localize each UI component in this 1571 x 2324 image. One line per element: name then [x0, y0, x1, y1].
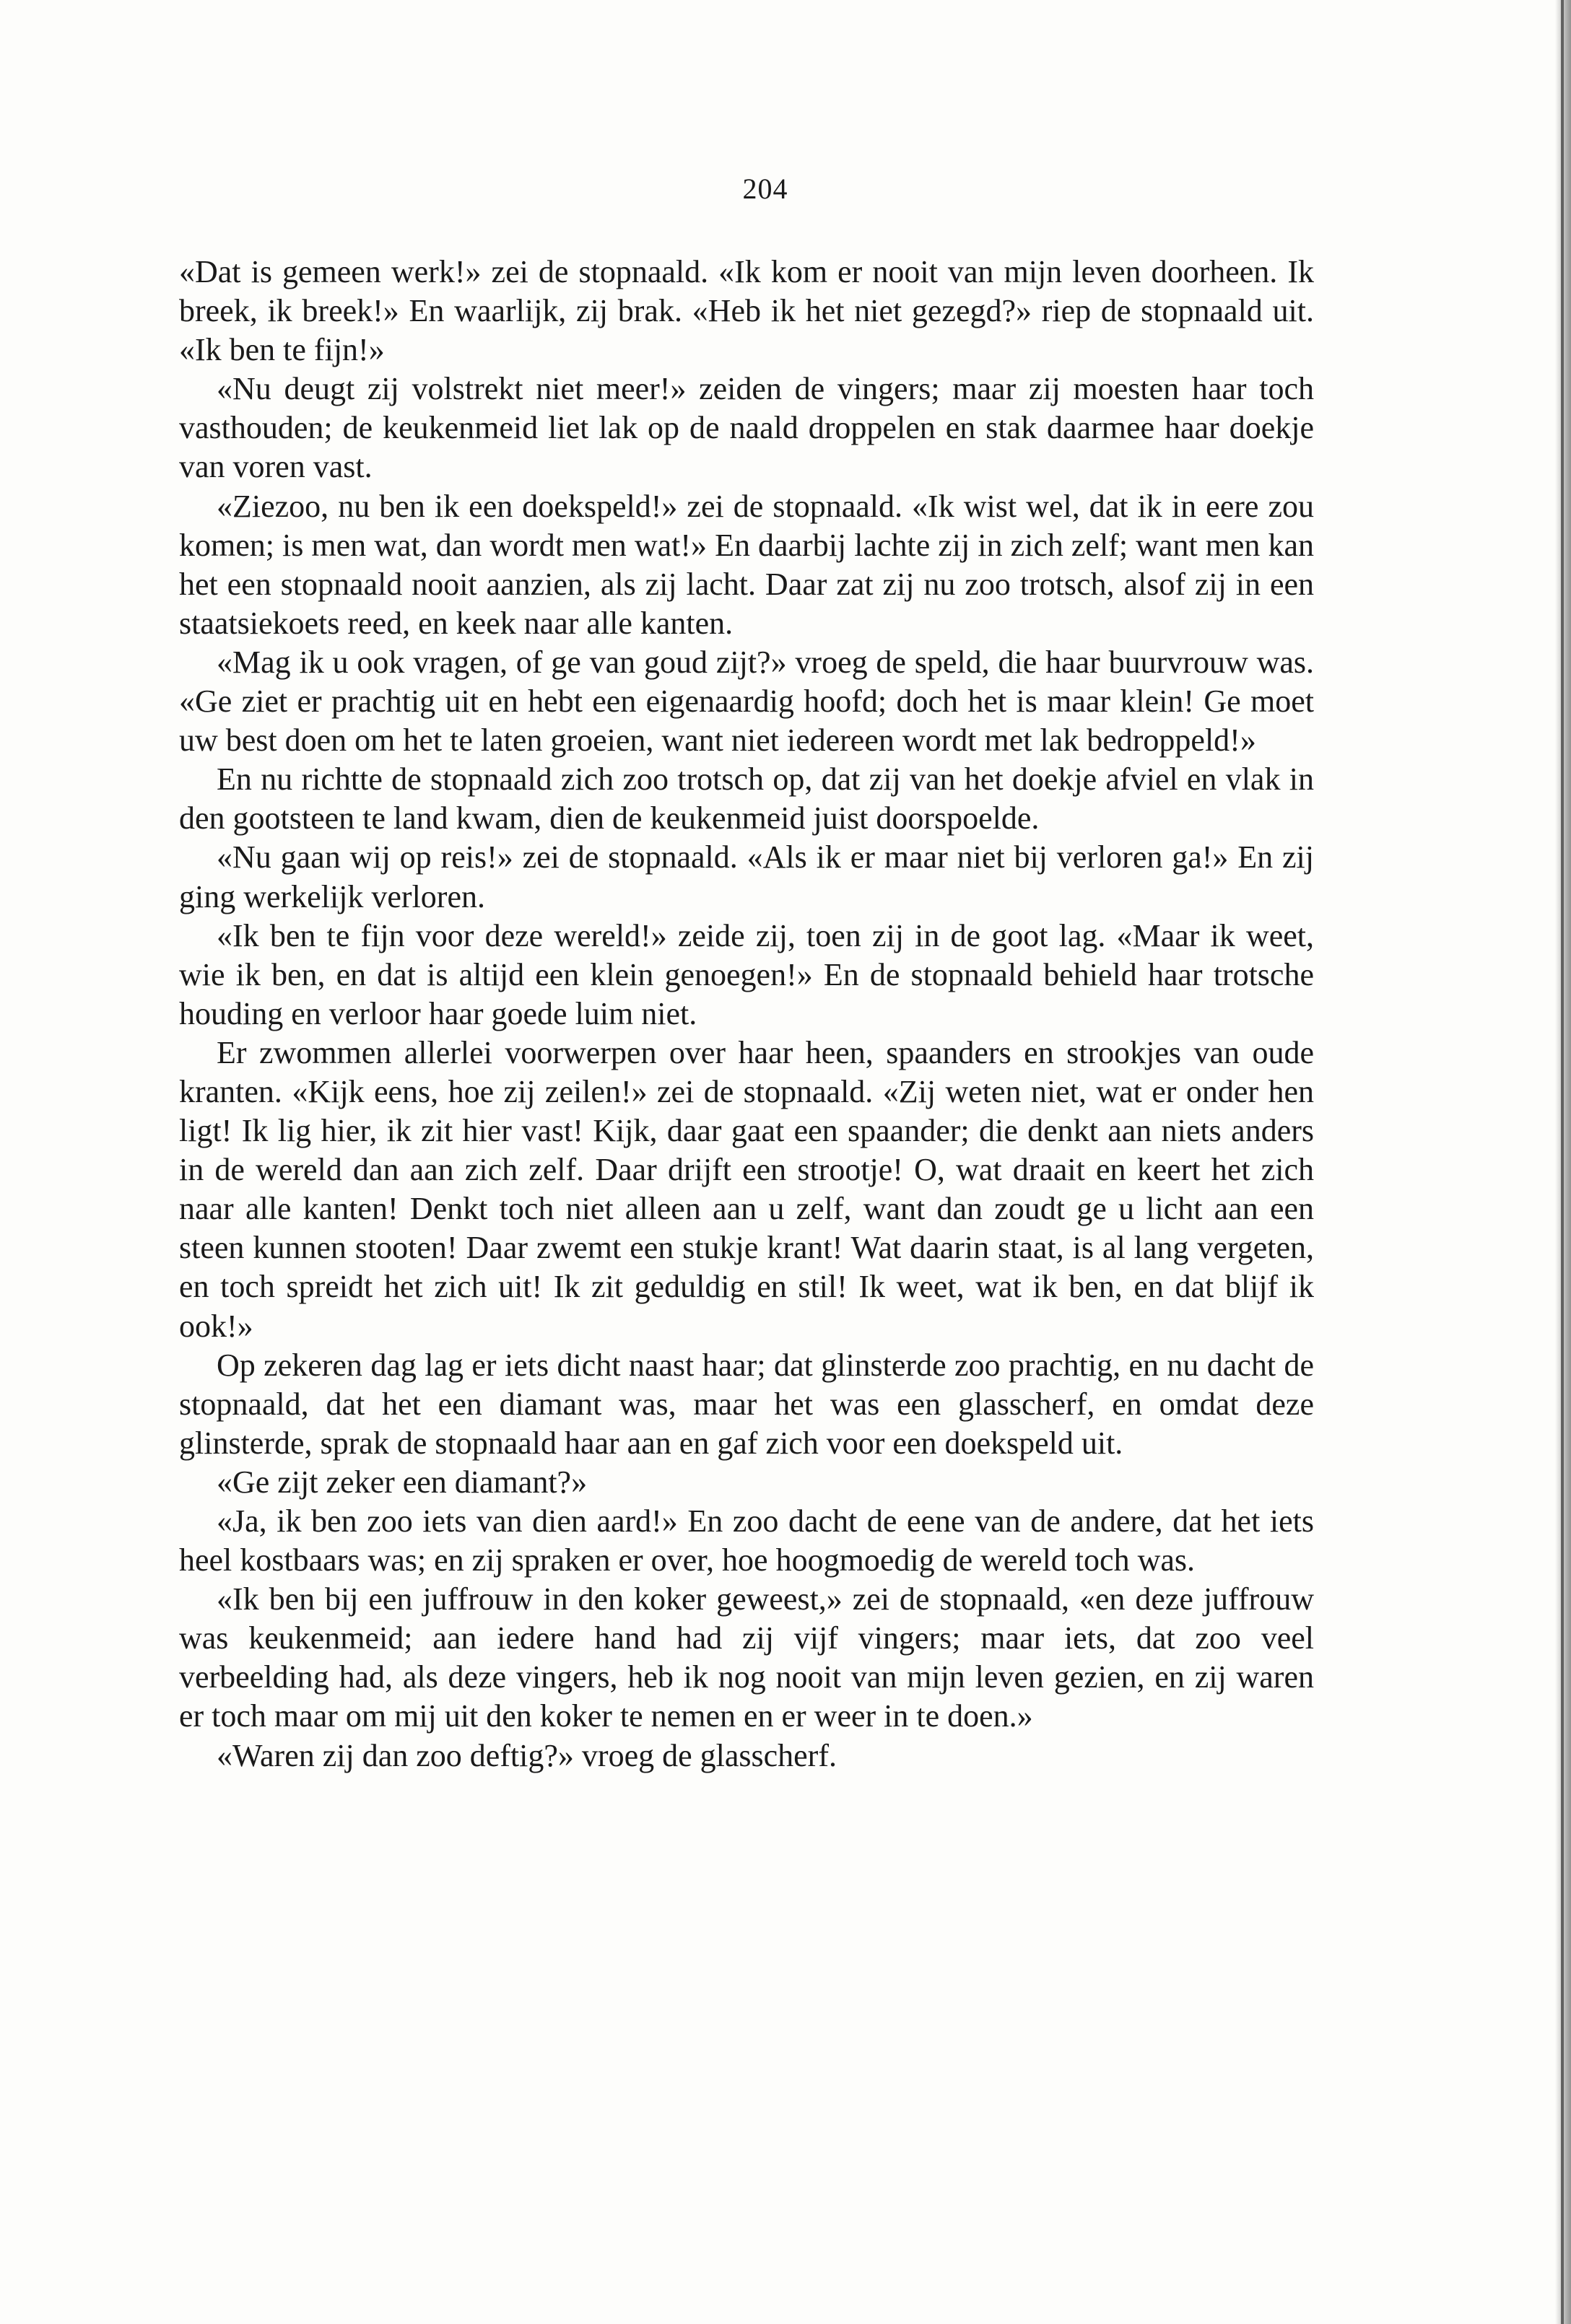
paragraph: «Ik ben bij een juffrouw in den koker geweest,» zei de stopnaald, «en deze juffrouw was keukenmeid; aan iedere hand had zij vijf vingers; maar iets, dat zoo veel verbeelding had, als deze vingers, heb ik nog nooit van mijn leven gezien, en zij waren er toch maar om mij uit den koker te nemen en er weer in te doen.» — [179, 1581, 1314, 1734]
paragraph: «Ja, ik ben zoo iets van dien aard!» En zoo dacht de eene van de andere, dat het iets heel kostbaars was; en zij spraken er over, hoe hoogmoedig de wereld toch was. — [179, 1503, 1314, 1578]
paragraph: «Mag ik u ook vragen, of ge van goud zijt?» vroeg de speld, die haar buurvrouw was. «Ge ziet er prachtig uit en hebt een eigenaardig hoofd; doch het is maar klein! Ge moet uw best doen om het te laten groeien, want niet iedereen wordt met lak bedroppeld!» — [179, 644, 1314, 759]
paragraph: «Nu deugt zij volstrekt niet meer!» zeiden de vingers; maar zij moesten haar toch vasthouden; de keukenmeid liet lak op de naald droppelen en stak daarmee haar doekje van voren vast. — [179, 371, 1314, 485]
paragraph: «Ziezoo, nu ben ik een doekspeld!» zei de stopnaald. «Ik wist wel, dat ik in eere zou komen; is men wat, dan wordt men wat!» En daarbij lachte zij in zich zelf; want men kan het een stopnaald nooit aanzien, als zij lacht. Daar zat zij nu zoo trotsch, alsof zij in een staatsiekoets reed, en keek naar alle kanten. — [179, 488, 1314, 641]
page-edge-line — [1561, 0, 1564, 2324]
paragraph: «Waren zij dan zoo deftig?» vroeg de glasscherf. — [217, 1737, 837, 1773]
paragraph: «Nu gaan wij op reis!» zei de stopnaald. «Als ik er maar niet bij verloren ga!» En zij ging werkelijk verloren. — [179, 839, 1314, 914]
page-number: 204 — [742, 172, 788, 205]
paragraph: Op zekeren dag lag er iets dicht naast haar; dat glinsterde zoo prachtig, en nu dacht de stopnaald, dat het een diamant was, maar het was een glasscherf, en omdat deze glinsterde, sprak de stopnaald haar aan en gaf zich voor een doekspeld uit. — [179, 1347, 1314, 1461]
paragraph: «Ge zijt zeker een diamant?» — [217, 1464, 588, 1500]
paragraph: «Dat is gemeen werk!» zei de stopnaald. «Ik kom er nooit van mijn leven doorheen. Ik breek, ik breek!» En waarlijk, zij brak. «Heb ik het niet gezegd?» riep de stopnaald uit. «Ik ben te fijn!» — [179, 254, 1314, 368]
paragraph: Er zwommen allerlei voorwerpen over haar heen, spaanders en strookjes van oude kranten. «Kijk eens, hoe zij zeilen!» zei de stopnaald. «Zij weten niet, wat er onder hen ligt! Ik lig hier, ik zit hier vast! Kijk, daar gaat een spaander; die denkt aan niets anders in de wereld dan aan zich zelf. Daar drijft een strootje! O, wat draait en keert het zich naar alle kanten! Denkt toch niet alleen aan u zelf, want dan zoudt ge u licht aan een steen kunnen stooten! Daar zwemt een stukje krant! Wat daarin staat, is al lang vergeten, en toch spreidt het zich uit! Ik zit geduldig en stil! Ik weet, wat ik ben, en dat blijf ik ook!» — [179, 1034, 1314, 1344]
body-text — [179, 253, 1314, 1775]
paragraph: «Ik ben te fijn voor deze wereld!» zeide zij, toen zij in de goot lag. «Maar ik weet, wie ik ben, en dat is altijd een klein genoegen!» En de stopnaald behield haar trotsche houding en verloor haar goede luim niet. — [179, 917, 1314, 1031]
paragraph: En nu richtte de stopnaald zich zoo trotsch op, dat zij van het doekje afviel en vlak in den gootsteen te land kwam, dien de keukenmeid juist doorspoelde. — [179, 761, 1314, 836]
